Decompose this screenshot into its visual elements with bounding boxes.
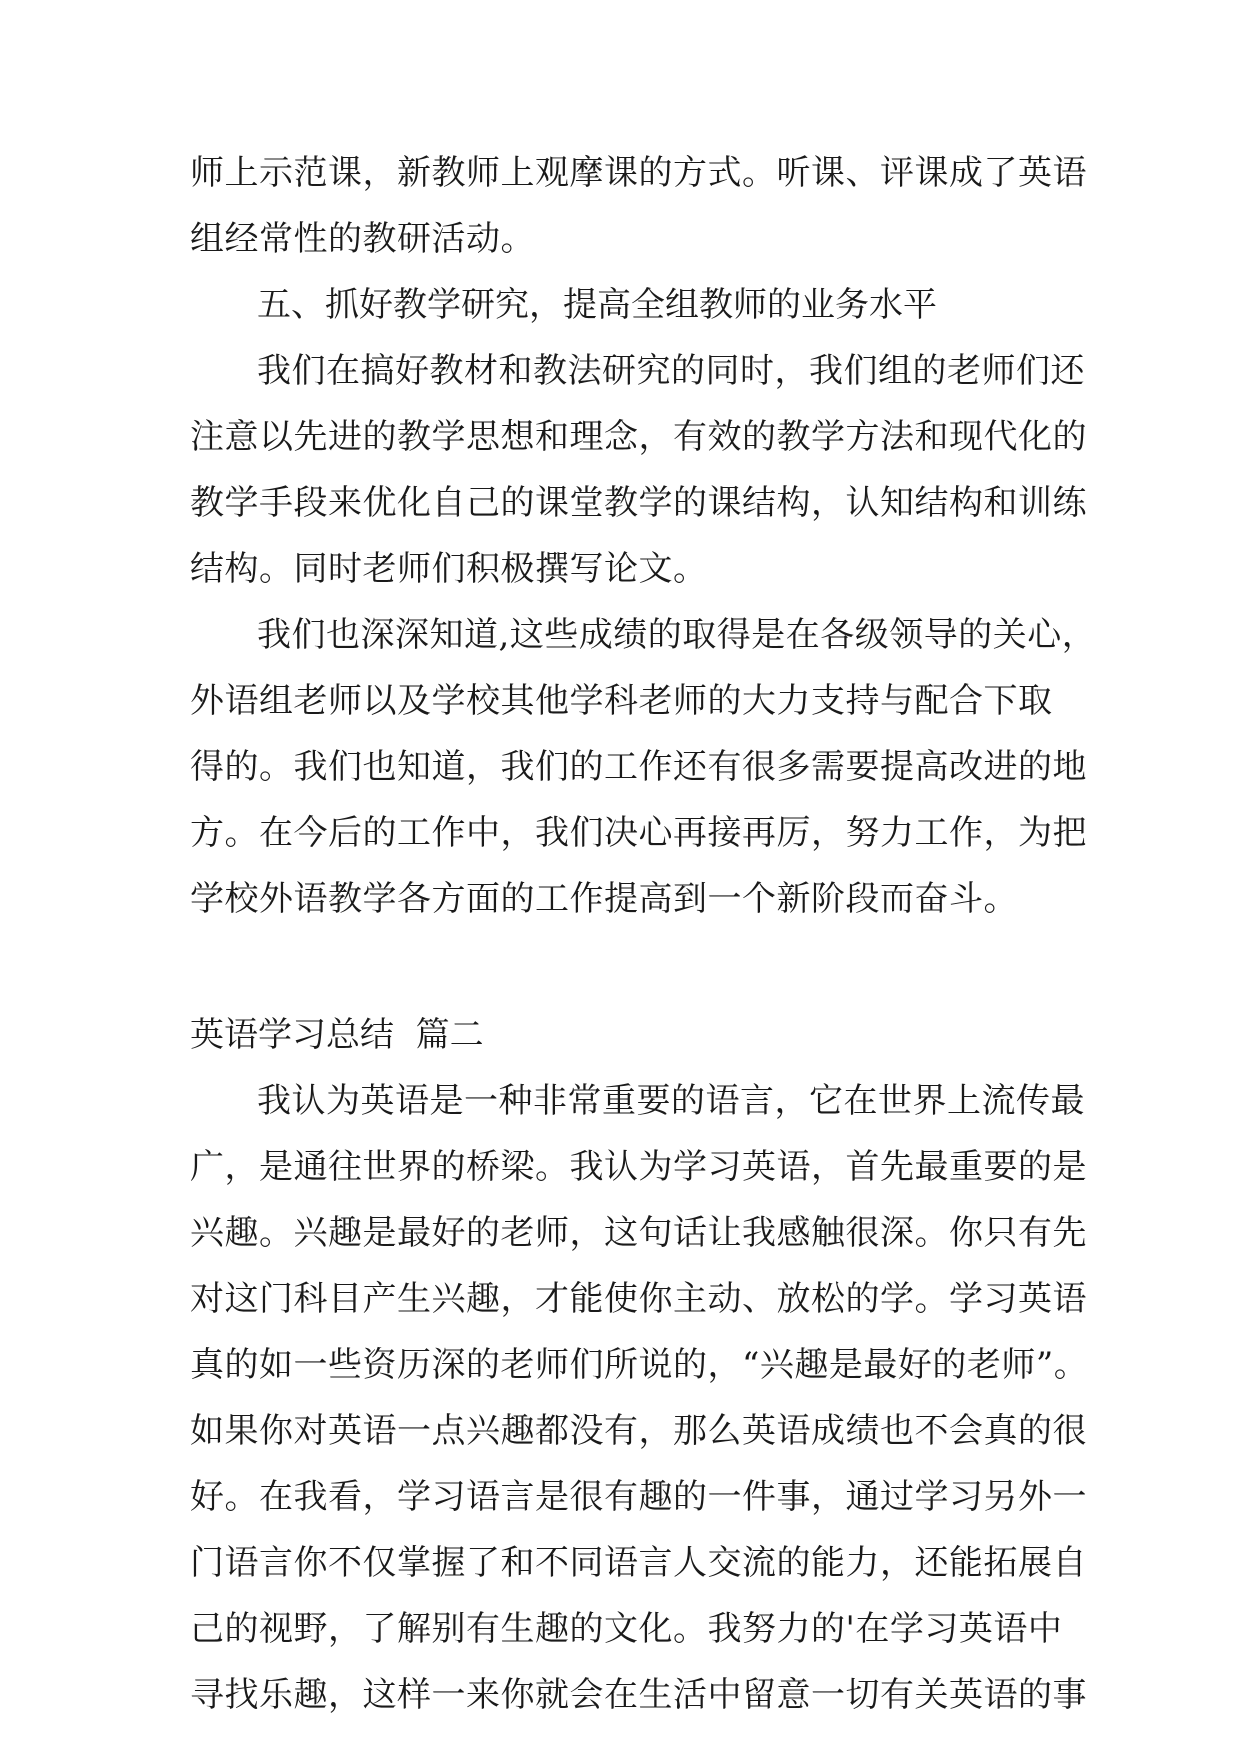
paragraph-line: 己的视野，了解别有生趣的文化。我努力的'在学习英语中 (190, 1609, 1063, 1649)
paragraph-line: 学校外语教学各方面的工作提高到一个新阶段而奋斗。 (190, 879, 1018, 919)
paragraph-line: 真的如一些资历深的老师们所说的，“兴趣是最好的老师”。 (190, 1345, 1089, 1385)
paragraph-line: 广，是通往世界的桥梁。我认为学习英语，首先最重要的是 (190, 1147, 1087, 1187)
section-subheading: 五、抓好教学研究，提高全组教师的业务水平 (257, 285, 937, 325)
paragraph-line: 得的。我们也知道，我们的工作还有很多需要提高改进的地 (190, 747, 1087, 787)
paragraph-line: 方。在今后的工作中，我们决心再接再厉，努力工作，为把 (190, 813, 1087, 853)
paragraph-line: 师上示范课，新教师上观摩课的方式。听课、评课成了英语 (190, 153, 1087, 193)
section-title: 英语学习总结 篇二 (190, 1015, 484, 1055)
paragraph-line: 我们也深深知道,这些成绩的取得是在各级领导的关心， (257, 615, 1097, 655)
paragraph-line: 门语言你不仅掌握了和不同语言人交流的能力，还能拓展自 (190, 1543, 1087, 1583)
paragraph-line: 我们在搞好教材和教法研究的同时，我们组的老师们还 (257, 351, 1085, 391)
paragraph-line: 注意以先进的教学思想和理念，有效的教学方法和现代化的 (190, 417, 1087, 457)
paragraph-line: 教学手段来优化自己的课堂教学的课结构，认知结构和训练 (190, 483, 1087, 523)
paragraph-line: 对这门科目产生兴趣，才能使你主动、放松的学。学习英语 (190, 1279, 1087, 1319)
paragraph-line: 我认为英语是一种非常重要的语言，它在世界上流传最 (257, 1081, 1085, 1121)
paragraph-line: 如果你对英语一点兴趣都没有，那么英语成绩也不会真的很 (190, 1411, 1087, 1451)
paragraph-line: 结构。同时老师们积极撰写论文。 (190, 549, 708, 589)
paragraph-line: 组经常性的教研活动。 (190, 219, 535, 259)
paragraph-line: 外语组老师以及学校其他学科老师的大力支持与配合下取 (190, 681, 1053, 721)
paragraph-line: 寻找乐趣，这样一来你就会在生活中留意一切有关英语的事 (190, 1675, 1087, 1715)
paragraph-line: 兴趣。兴趣是最好的老师，这句话让我感触很深。你只有先 (190, 1213, 1087, 1253)
paragraph-line: 好。在我看，学习语言是很有趣的一件事，通过学习另外一 (190, 1477, 1087, 1517)
